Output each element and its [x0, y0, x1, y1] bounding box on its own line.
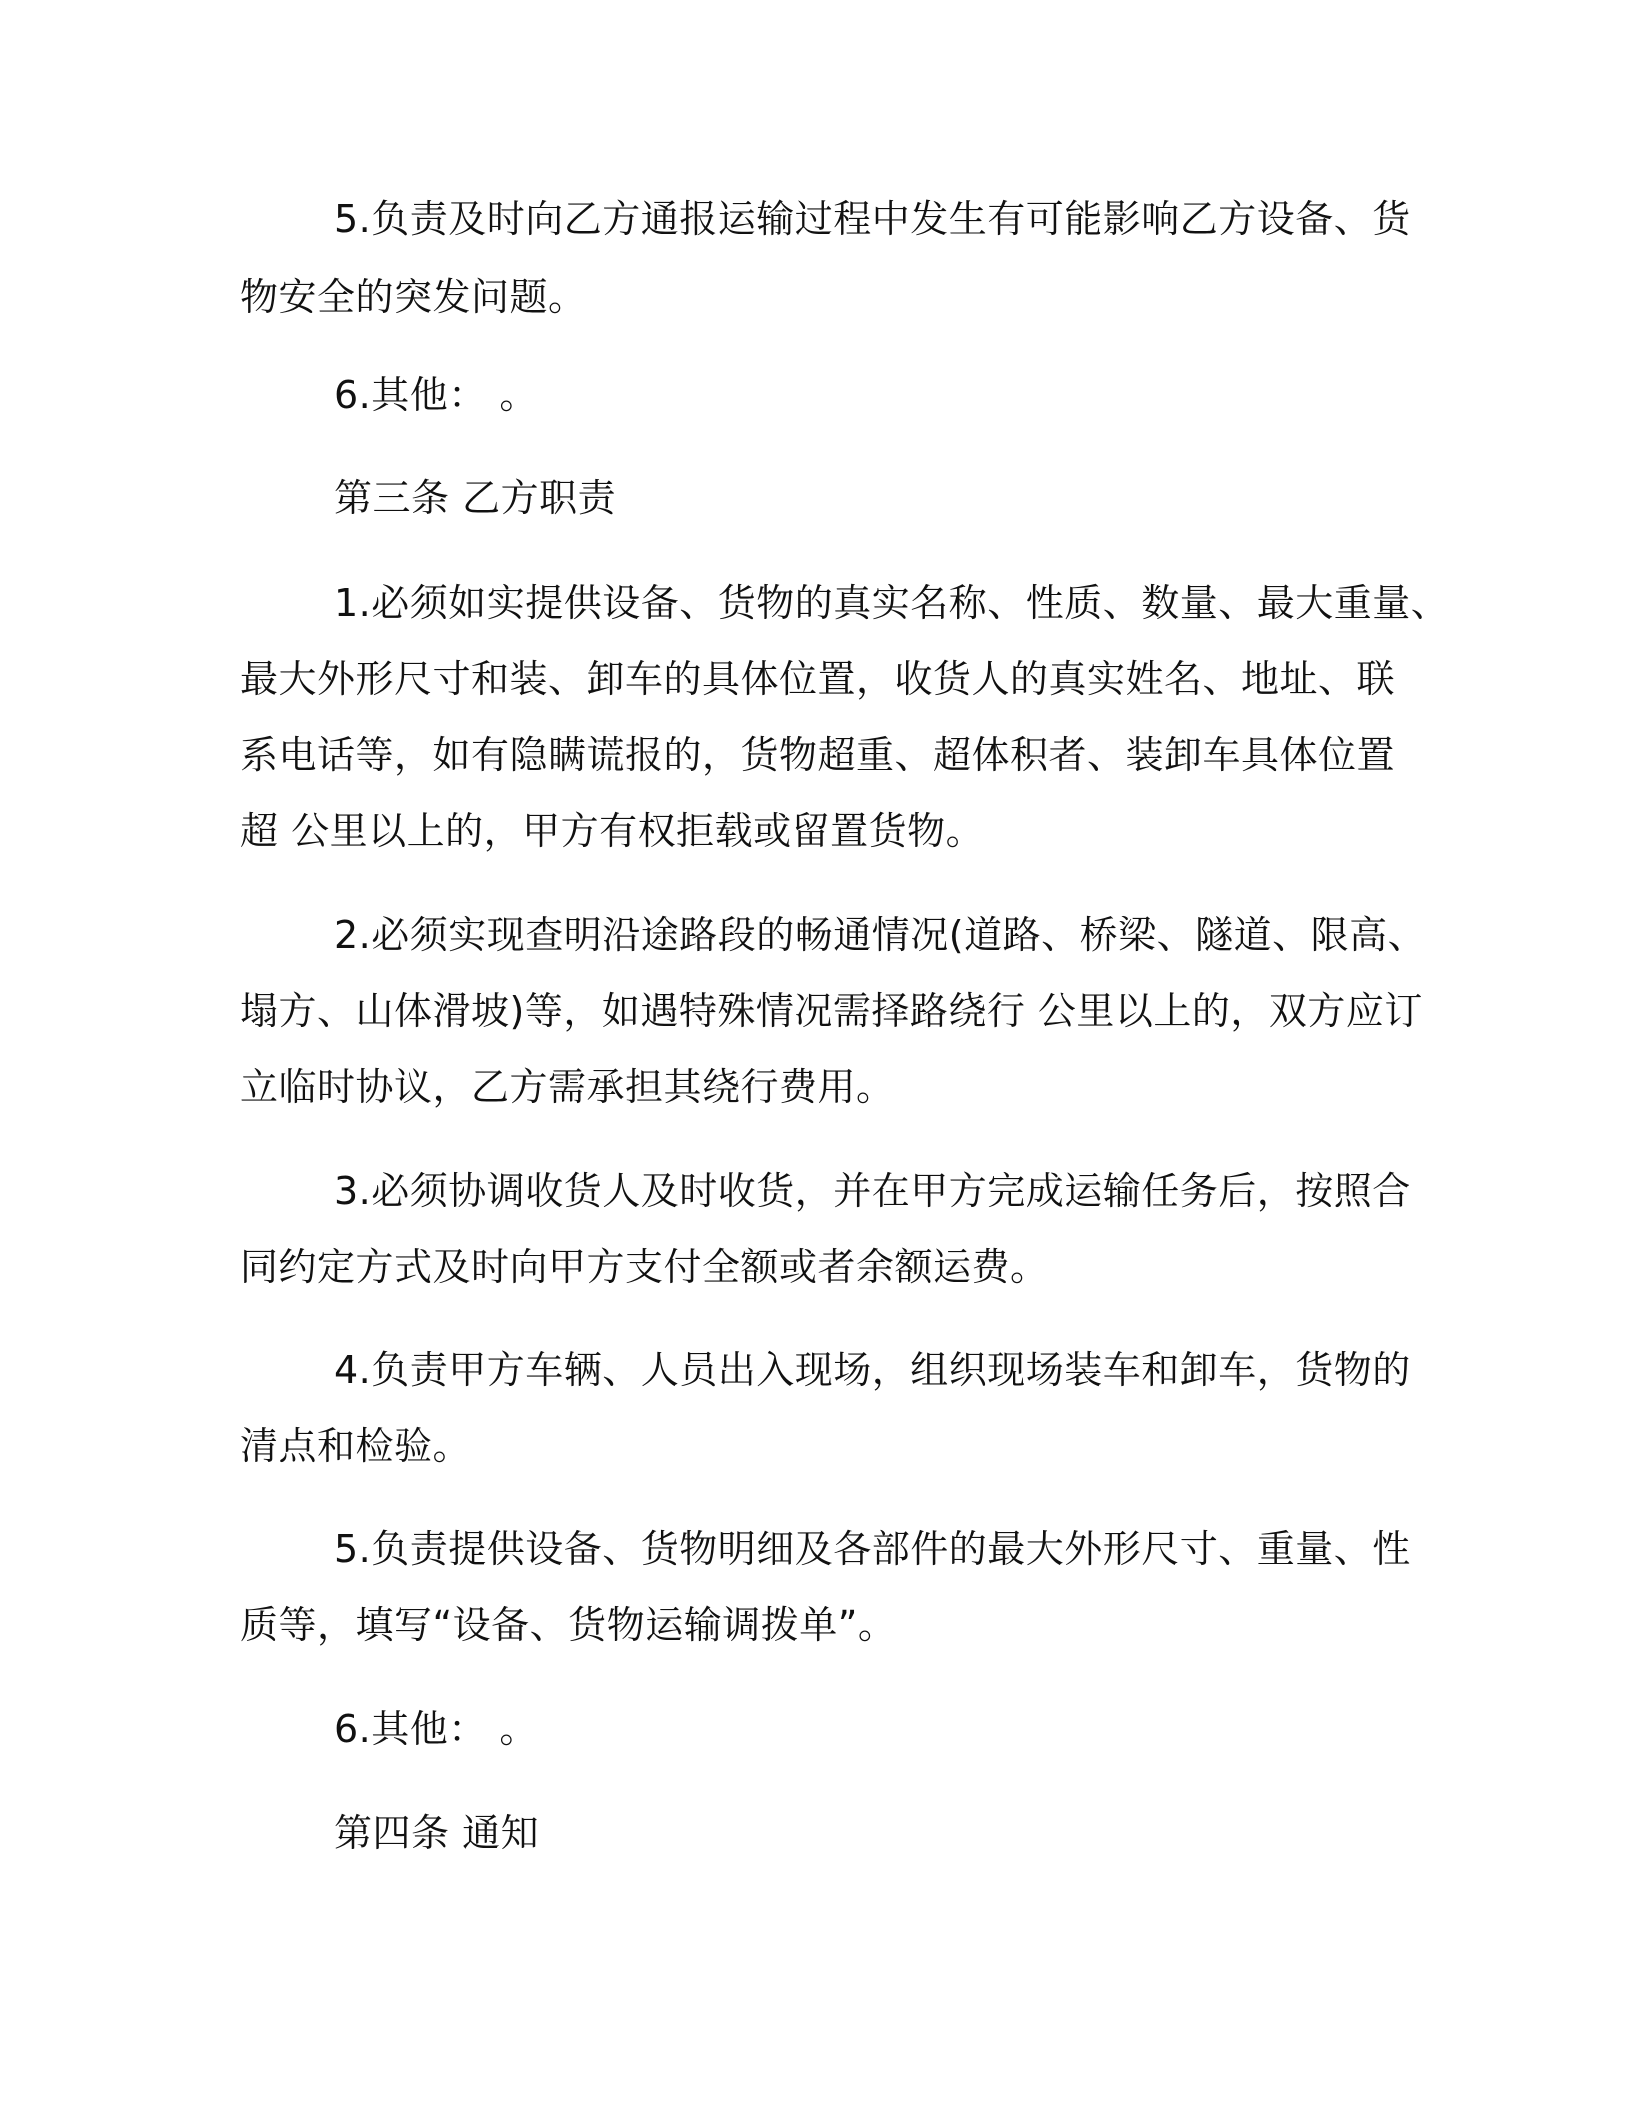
text-line: 3.必须协调收货人及时收货，并在甲方完成运输任务后，按照合 — [334, 1169, 1411, 1213]
text-line: 超 公里以上的，甲方有权拒载或留置货物。 — [240, 809, 985, 853]
text-line: 2.必须实现查明沿途路段的畅通情况(道路、桥梁、隧道、限高、 — [334, 913, 1427, 957]
text-line: 5.负责提供设备、货物明细及各部件的最大外形尺寸、重量、性 — [334, 1527, 1411, 1571]
text-line: 6.其他： 。 — [334, 1707, 538, 1751]
text-line: 4.负责甲方车辆、人员出入现场，组织现场装车和卸车，货物的 — [334, 1348, 1411, 1392]
text-line: 同约定方式及时向甲方支付全额或者余额运费。 — [240, 1245, 1049, 1289]
text-line: 5.负责及时向乙方通报运输过程中发生有可能影响乙方设备、货 — [334, 197, 1411, 241]
text-line: 质等，填写“设备、货物运输调拨单”。 — [240, 1603, 897, 1647]
text-line: 最大外形尺寸和装、卸车的具体位置，收货人的真实姓名、地址、联 — [240, 657, 1396, 701]
text-line: 6.其他： 。 — [334, 373, 538, 417]
text-line: 塌方、山体滑坡)等，如遇特殊情况需择路绕行 公里以上的，双方应订 — [240, 989, 1423, 1033]
section-heading: 第四条 通知 — [334, 1811, 540, 1855]
text-line: 物安全的突发问题。 — [240, 275, 587, 319]
text-line: 立临时协议，乙方需承担其绕行费用。 — [240, 1065, 895, 1109]
section-heading: 第三条 乙方职责 — [334, 476, 617, 520]
text-line: 1.必须如实提供设备、货物的真实名称、性质、数量、最大重量、 — [334, 581, 1450, 625]
text-line: 系电话等，如有隐瞒谎报的，货物超重、超体积者、装卸车具体位置 — [240, 733, 1396, 777]
text-line: 清点和检验。 — [240, 1424, 472, 1468]
